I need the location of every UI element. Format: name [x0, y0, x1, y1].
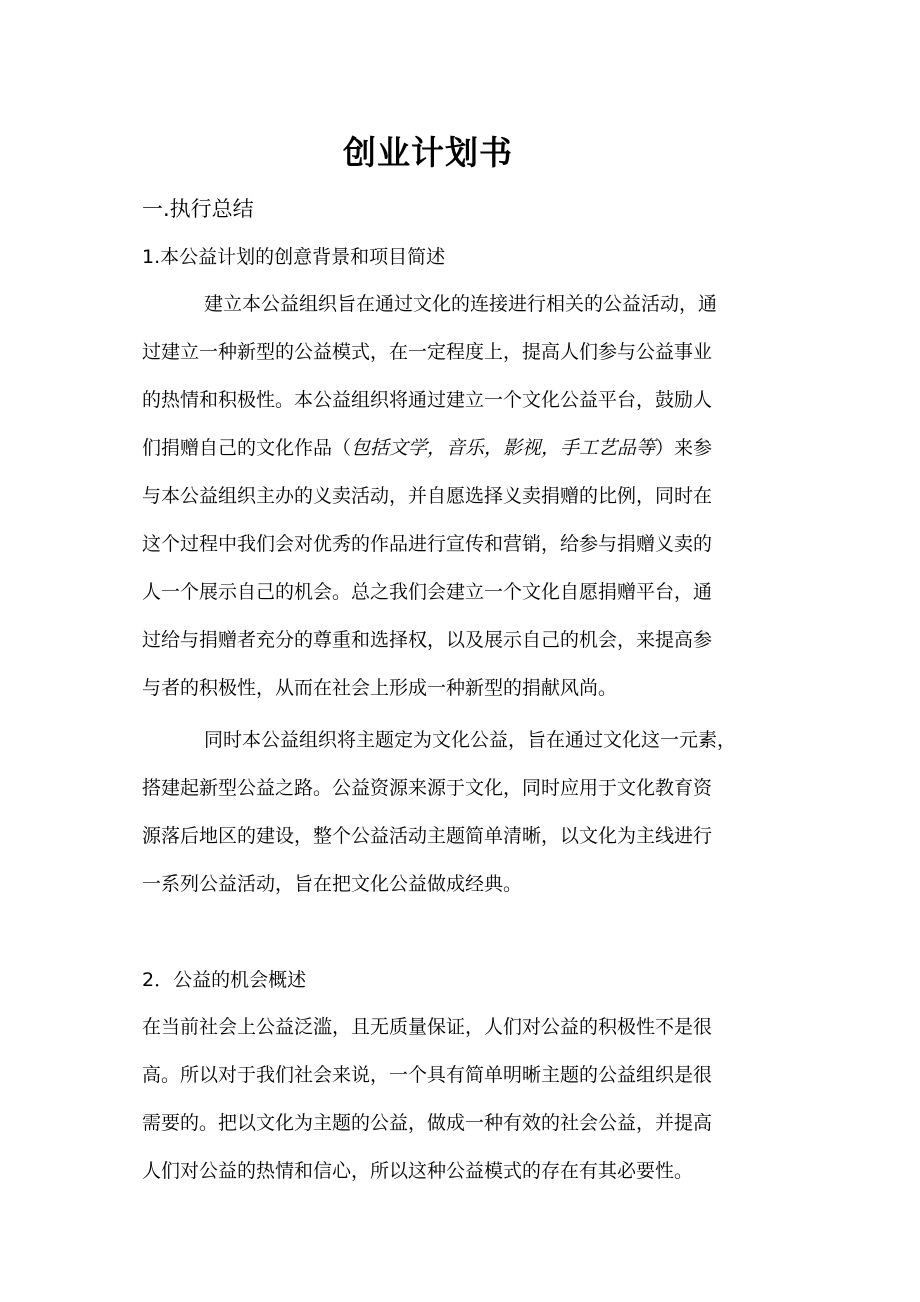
- paragraph-background-1: [142, 280, 842, 712]
- subsection-heading-background: 1.本公益计划的创意背景和项目简述: [142, 246, 446, 268]
- text-line: 一系列公益活动，旨在把文化公益做成经典。: [142, 873, 523, 895]
- text-line: 与本公益组织主办的义卖活动，并自愿选择义卖捐赠的比例，同时在: [142, 485, 713, 507]
- section-heading-executive-summary: 一.执行总结: [142, 197, 254, 221]
- text-line: 同时本公益组织将主题定为文化公益，旨在通过文化这一元素，: [204, 729, 737, 751]
- text-line: 需要的。把以文化为主题的公益，做成一种有效的社会公益，并提高: [142, 1112, 713, 1134]
- text-segment: 们捐赠自己的文化作品（: [142, 437, 352, 459]
- text-line: 过建立一种新型的公益模式，在一定程度上，提高人们参与公益事业: [142, 341, 713, 363]
- text-line: 的热情和积极性。本公益组织将通过建立一个文化公益平台，鼓励人: [142, 389, 713, 411]
- text-line: 过给与捐赠者充分的尊重和选择权，以及展示自己的机会，来提高参: [142, 629, 713, 651]
- text-line: 在当前社会上公益泛滥，且无质量保证，人们对公益的积极性不是很: [142, 1016, 713, 1038]
- text-line: 与者的积极性，从而在社会上形成一种新型的捐献风尚。: [142, 677, 618, 699]
- text-line: 人们对公益的热情和信心，所以这种公益模式的存在有其必要性。: [142, 1160, 694, 1182]
- text-line: [142, 424, 842, 472]
- document-title: 创业计划书: [343, 133, 513, 172]
- paragraph-background-2: [142, 716, 842, 908]
- text-line: 建立本公益组织旨在通过文化的连接进行相关的公益活动，通: [204, 293, 718, 315]
- text-line: 这个过程中我们会对优秀的作品进行宣传和营销，给参与捐赠义卖的: [142, 533, 713, 555]
- paragraph-opportunity-1: [142, 1003, 842, 1195]
- text-segment: ）来参: [655, 437, 713, 459]
- italic-text-segment: 包括文学，音乐，影视，手工艺品等: [351, 437, 656, 459]
- subsection-heading-opportunity: 2．公益的机会概述: [142, 969, 307, 991]
- text-line: 搭建起新型公益之路。公益资源来源于文化，同时应用于文化教育资: [142, 777, 713, 799]
- text-line: 人一个展示自己的机会。总之我们会建立一个文化自愿捐赠平台，通: [142, 581, 713, 603]
- text-line: 源落后地区的建设，整个公益活动主题简单清晰，以文化为主线进行: [142, 825, 713, 847]
- text-line: 高。所以对于我们社会来说，一个具有简单明晰主题的公益组织是很: [142, 1064, 713, 1086]
